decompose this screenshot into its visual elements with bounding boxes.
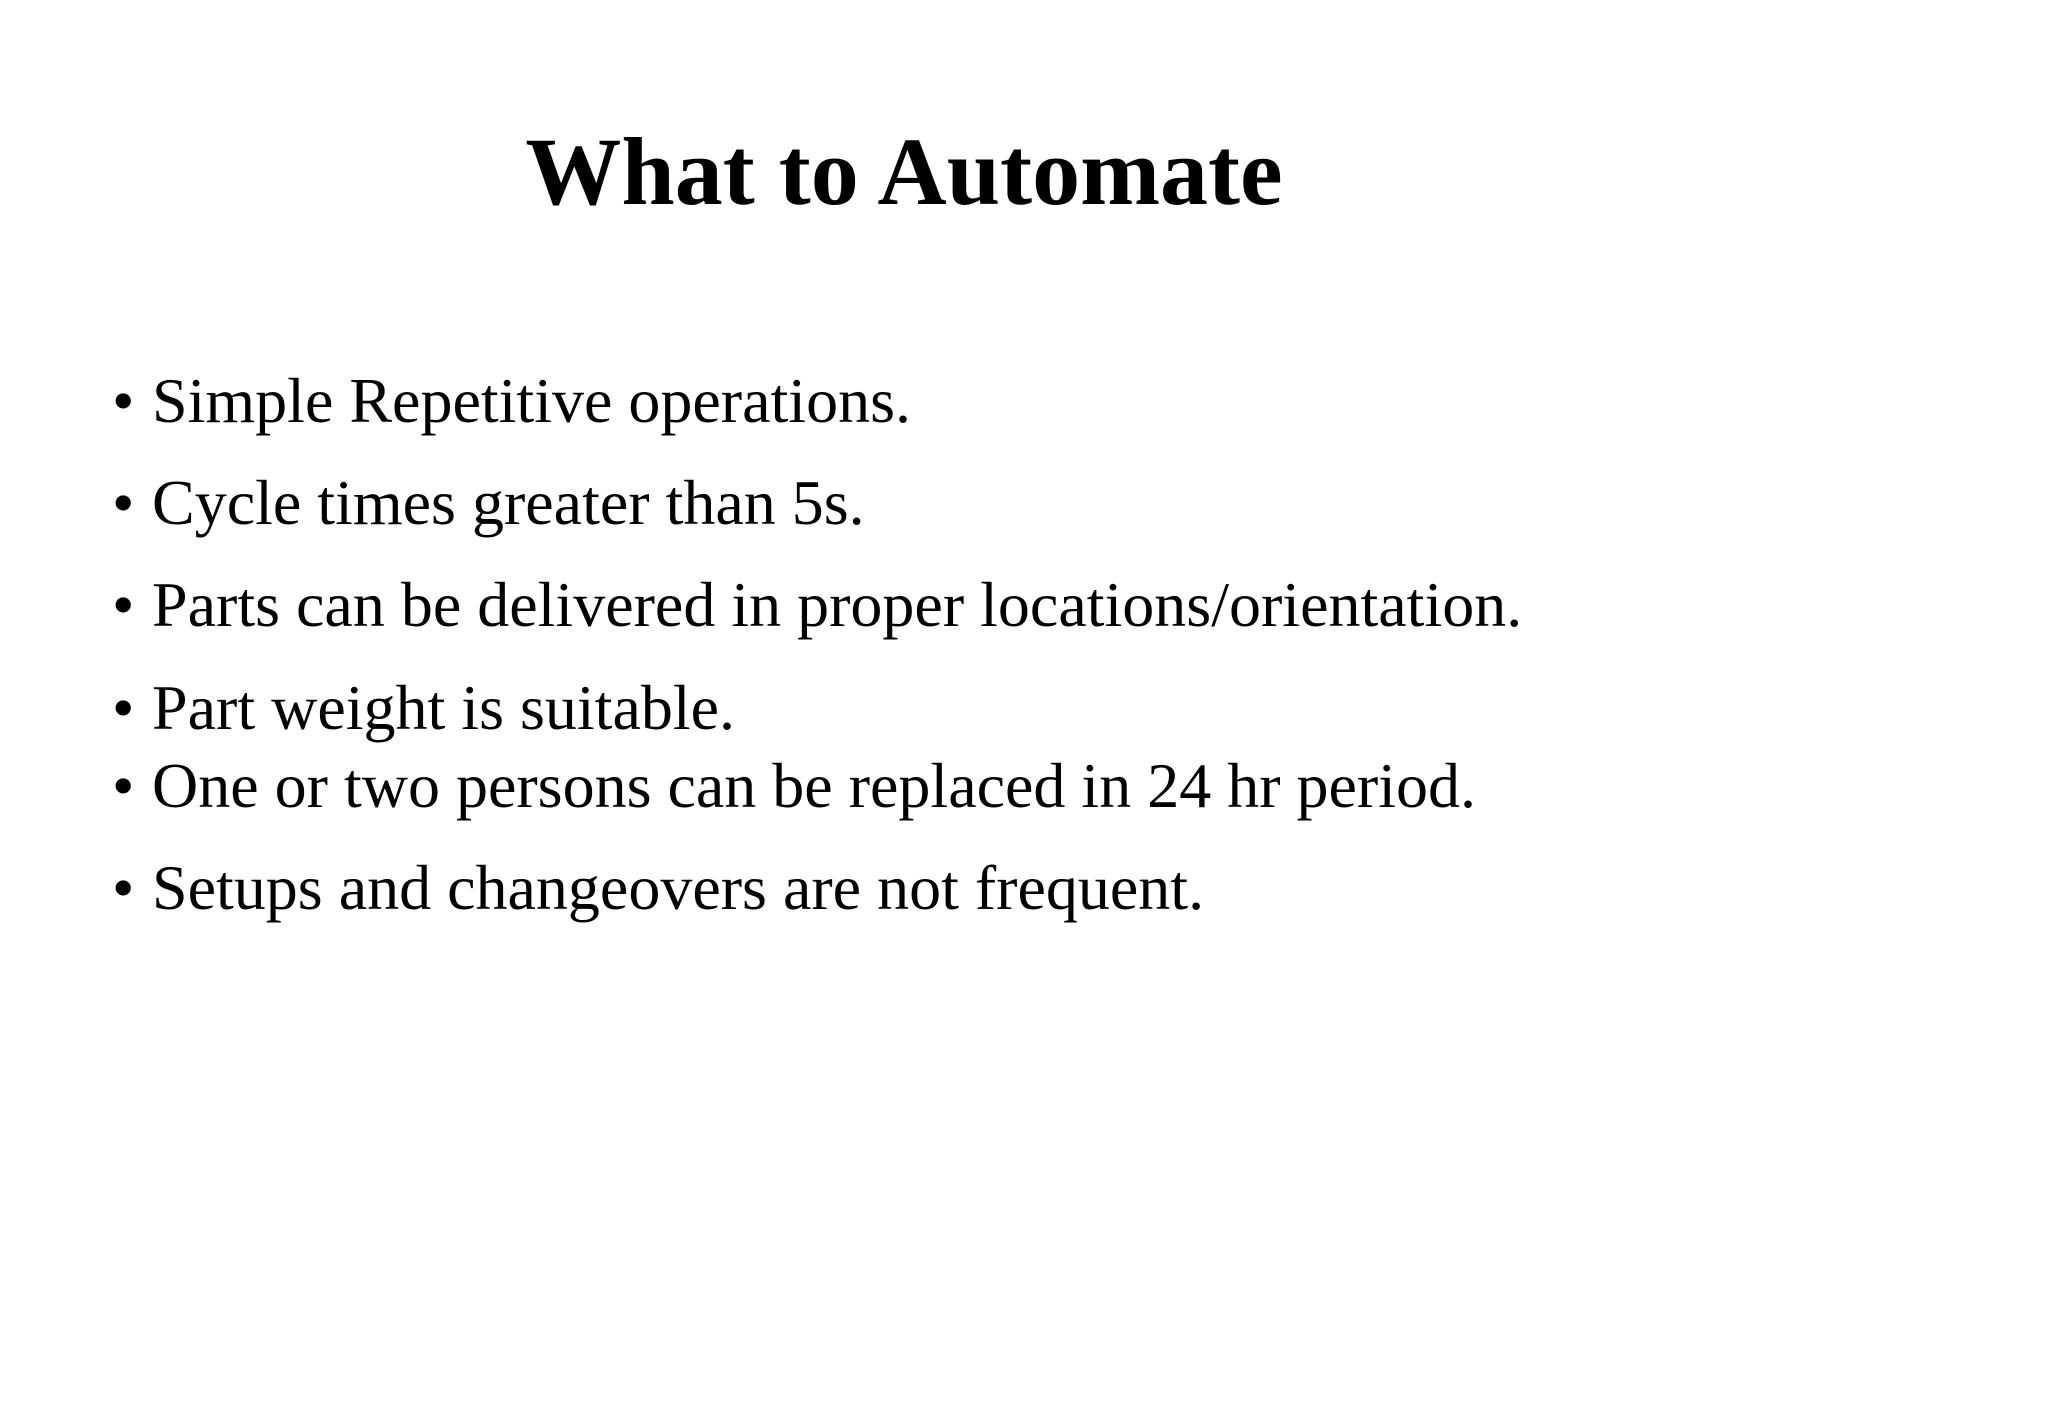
bullet-text: One or two persons can be replaced in 24 hr period. [152, 750, 1476, 821]
bullet-text: Setups and changeovers are not frequent. [152, 852, 1205, 923]
bullet-item [112, 361, 1992, 441]
bullet-icon: • [112, 569, 135, 640]
bullet-icon: • [112, 852, 135, 923]
bullet-item [112, 746, 1992, 826]
bullet-icon: • [112, 672, 135, 743]
bullet-icon: • [112, 750, 135, 821]
bullet-item [112, 565, 1992, 645]
bullet-text: Simple Repetitive operations. [152, 365, 911, 436]
bullet-text: Cycle times greater than 5s. [152, 467, 865, 538]
bullet-item [112, 463, 1992, 543]
bullet-item [112, 668, 1992, 748]
bullet-item [112, 848, 1992, 928]
bullet-text: Parts can be delivered in proper locations/orientation. [152, 569, 1523, 640]
bullet-text: Part weight is suitable. [152, 672, 736, 743]
slide-title: What to Automate [525, 118, 1283, 225]
bullet-icon: • [112, 467, 135, 538]
bullet-icon: • [112, 365, 135, 436]
